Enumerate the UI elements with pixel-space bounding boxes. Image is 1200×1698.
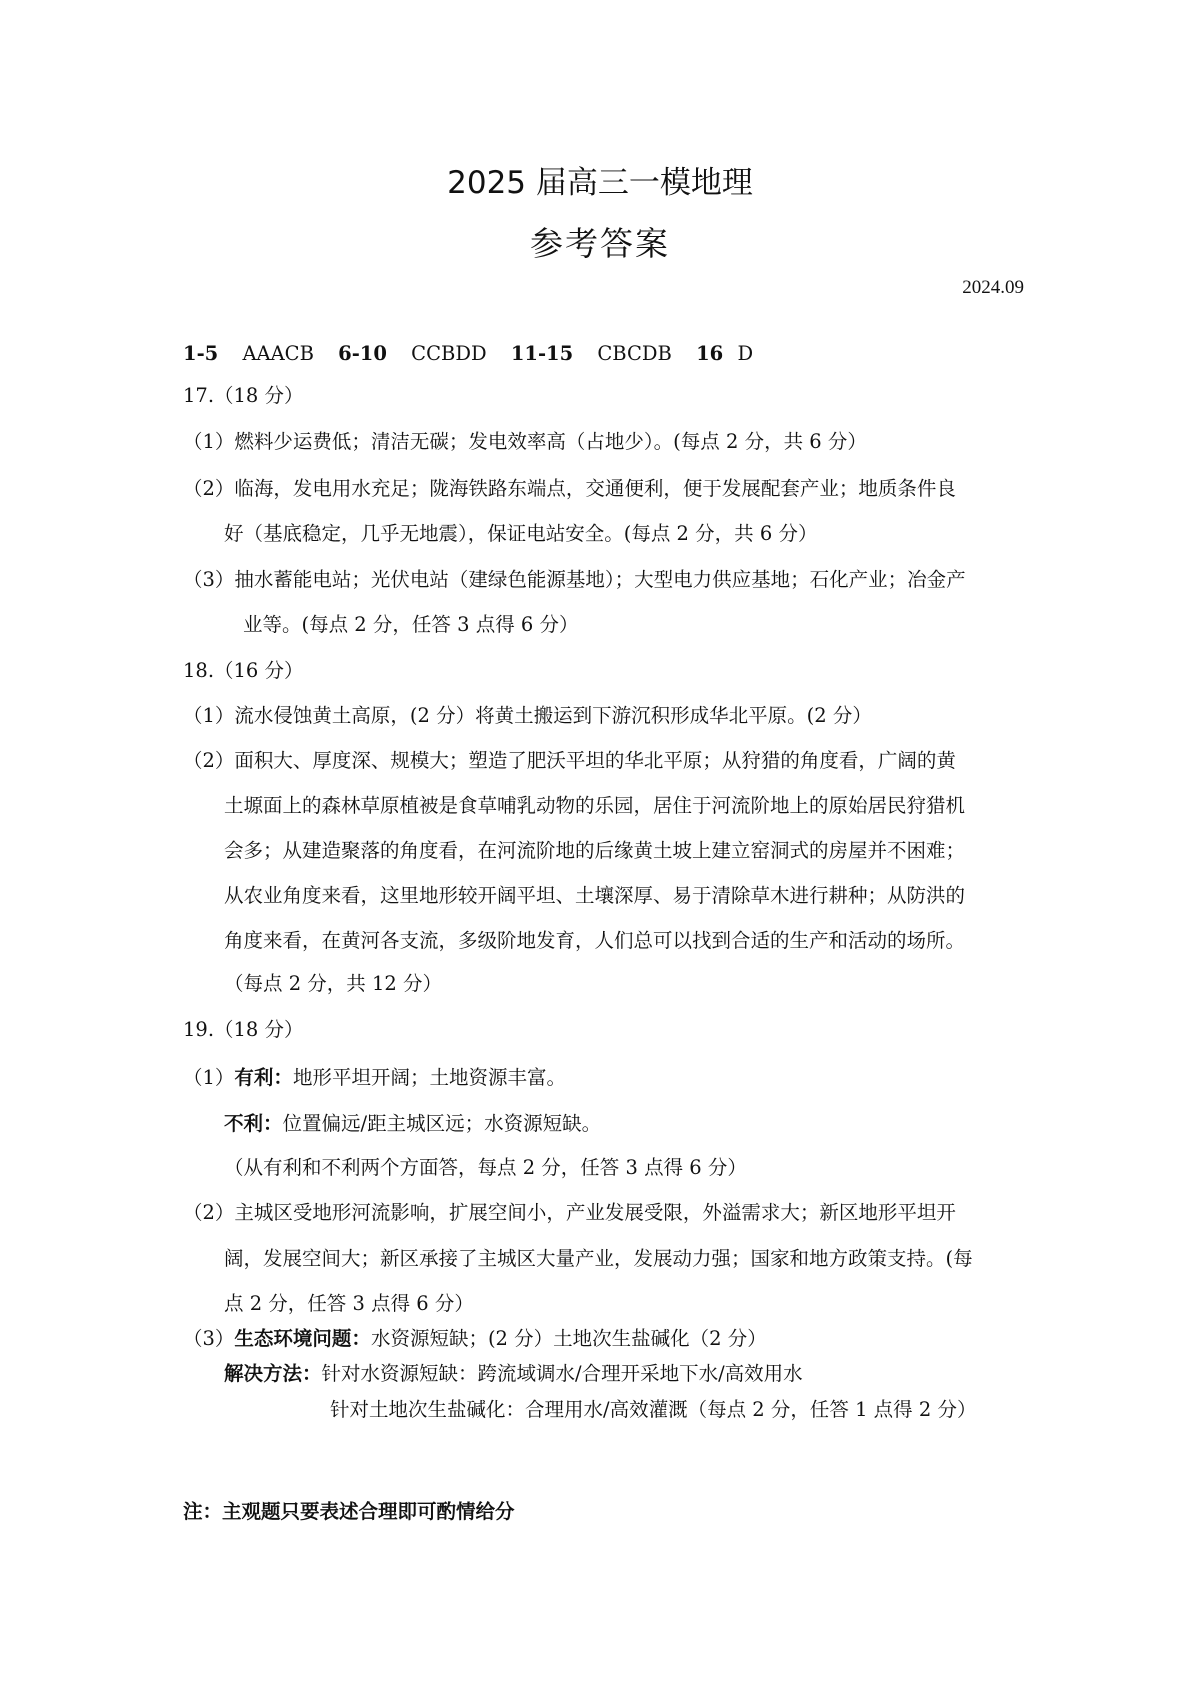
- q17-part1: （1）燃料少运费低；清洁无碳；发电效率高（占地少）。(每点 2 分，共 6 分）: [183, 430, 867, 453]
- q19-advantage-label: 有利：: [234, 1066, 293, 1089]
- q18-part2-line2: 土塬面上的森林草原植被是食草哺乳动物的乐园，居住于河流阶地上的原始居民狩猎机: [224, 794, 966, 817]
- q19-disadvantage-text: 位置偏远/距主城区远；水资源短缺。: [282, 1112, 602, 1135]
- q17-part2-line2: 好（基底稳定，几乎无地震），保证电站安全。(每点 2 分，共 6 分）: [224, 522, 818, 545]
- mc-range-3: 11-15: [510, 342, 574, 365]
- mc-answers-1: AAACB: [242, 342, 314, 365]
- q18-part2-score: （每点 2 分，共 12 分）: [224, 972, 443, 995]
- page-title: 2025 届高三一模地理: [447, 165, 753, 201]
- q19-heading: 19.（18 分）: [183, 1018, 304, 1041]
- mc-answers-2: CCBDD: [411, 342, 487, 365]
- q18-part1: （1）流水侵蚀黄土高原，(2 分）将黄土搬运到下游沉积形成华北平原。(2 分）: [183, 704, 872, 727]
- q19-part3-line2: [224, 1358, 803, 1386]
- q19-part3-prefix: （3）: [183, 1327, 235, 1350]
- q18-part2-line4: 从农业角度来看，这里地形较开阔平坦、土壤深厚、易于清除草木进行耕种；从防洪的: [224, 884, 966, 907]
- q19-part3-line3: 针对土地次生盐碱化：合理用水/高效灌溉（每点 2 分，任答 1 点得 2 分）: [330, 1398, 977, 1421]
- q19-advantage-text: 地形平坦开阔；土地资源丰富。: [292, 1066, 566, 1089]
- q19-part2-line1: （2）主城区受地形河流影响，扩展空间小，产业发展受限，外溢需求大；新区地形平坦开: [183, 1201, 956, 1224]
- q19-disadvantage-label: 不利：: [224, 1112, 283, 1135]
- mc-answers-4: D: [737, 342, 754, 365]
- q17-part2-line1: （2）临海，发电用水充足；陇海铁路东端点，交通便利，便于发展配套产业；地质条件良: [183, 477, 956, 500]
- q19-solution-text: 针对水资源短缺：跨流域调水/合理开采地下水/高效用水: [321, 1362, 803, 1385]
- q18-part2-line1: （2）面积大、厚度深、规模大；塑造了肥沃平坦的华北平原；从狩猎的角度看，广阔的黄: [183, 749, 956, 772]
- q18-part2-line5: 角度来看，在黄河各支流，多级阶地发育，人们总可以找到合适的生产和活动的场所。: [224, 929, 966, 952]
- q19-eco-issue-text: 水资源短缺；(2 分）土地次生盐碱化（2 分）: [370, 1327, 767, 1350]
- footnote: 注：主观题只要表述合理即可酌情给分: [183, 1500, 515, 1523]
- q19-part2-line2: 阔，发展空间大；新区承接了主城区大量产业，发展动力强；国家和地方政策支持。(每: [224, 1247, 973, 1270]
- q18-heading: 18.（16 分）: [183, 659, 304, 682]
- q19-part3-line1: [183, 1323, 767, 1351]
- mc-range-1: 1-5: [183, 342, 219, 365]
- mc-answers-3: CBCDB: [597, 342, 672, 365]
- q19-solution-label: 解决方法：: [224, 1362, 322, 1385]
- q19-part1-line2: [224, 1108, 601, 1136]
- mc-range-2: 6-10: [338, 342, 387, 365]
- mc-range-4: 16: [696, 342, 724, 365]
- q19-part1-score: （从有利和不利两个方面答，每点 2 分，任答 3 点得 6 分）: [224, 1156, 747, 1179]
- q17-part3-line1: （3）抽水蓄能电站；光伏电站（建绿色能源基地）；大型电力供应基地；石化产业；冶金产: [183, 568, 966, 591]
- q17-heading: 17.（18 分）: [183, 384, 304, 407]
- date: 2024.09: [962, 277, 1024, 298]
- page-subtitle: 参考答案: [530, 224, 670, 263]
- q17-part3-line2: 业等。(每点 2 分，任答 3 点得 6 分）: [243, 613, 579, 636]
- q19-part1-line1: [183, 1062, 566, 1090]
- q19-part2-line3: 点 2 分，任答 3 点得 6 分）: [224, 1292, 474, 1315]
- q19-eco-issue-label: 生态环境问题：: [234, 1327, 371, 1350]
- multiple-choice-answers: [183, 342, 771, 365]
- q19-part1-prefix: （1）: [183, 1066, 235, 1089]
- q18-part2-line3: 会多；从建造聚落的角度看，在河流阶地的后缘黄土坡上建立窑洞式的房屋并不困难；: [224, 839, 966, 862]
